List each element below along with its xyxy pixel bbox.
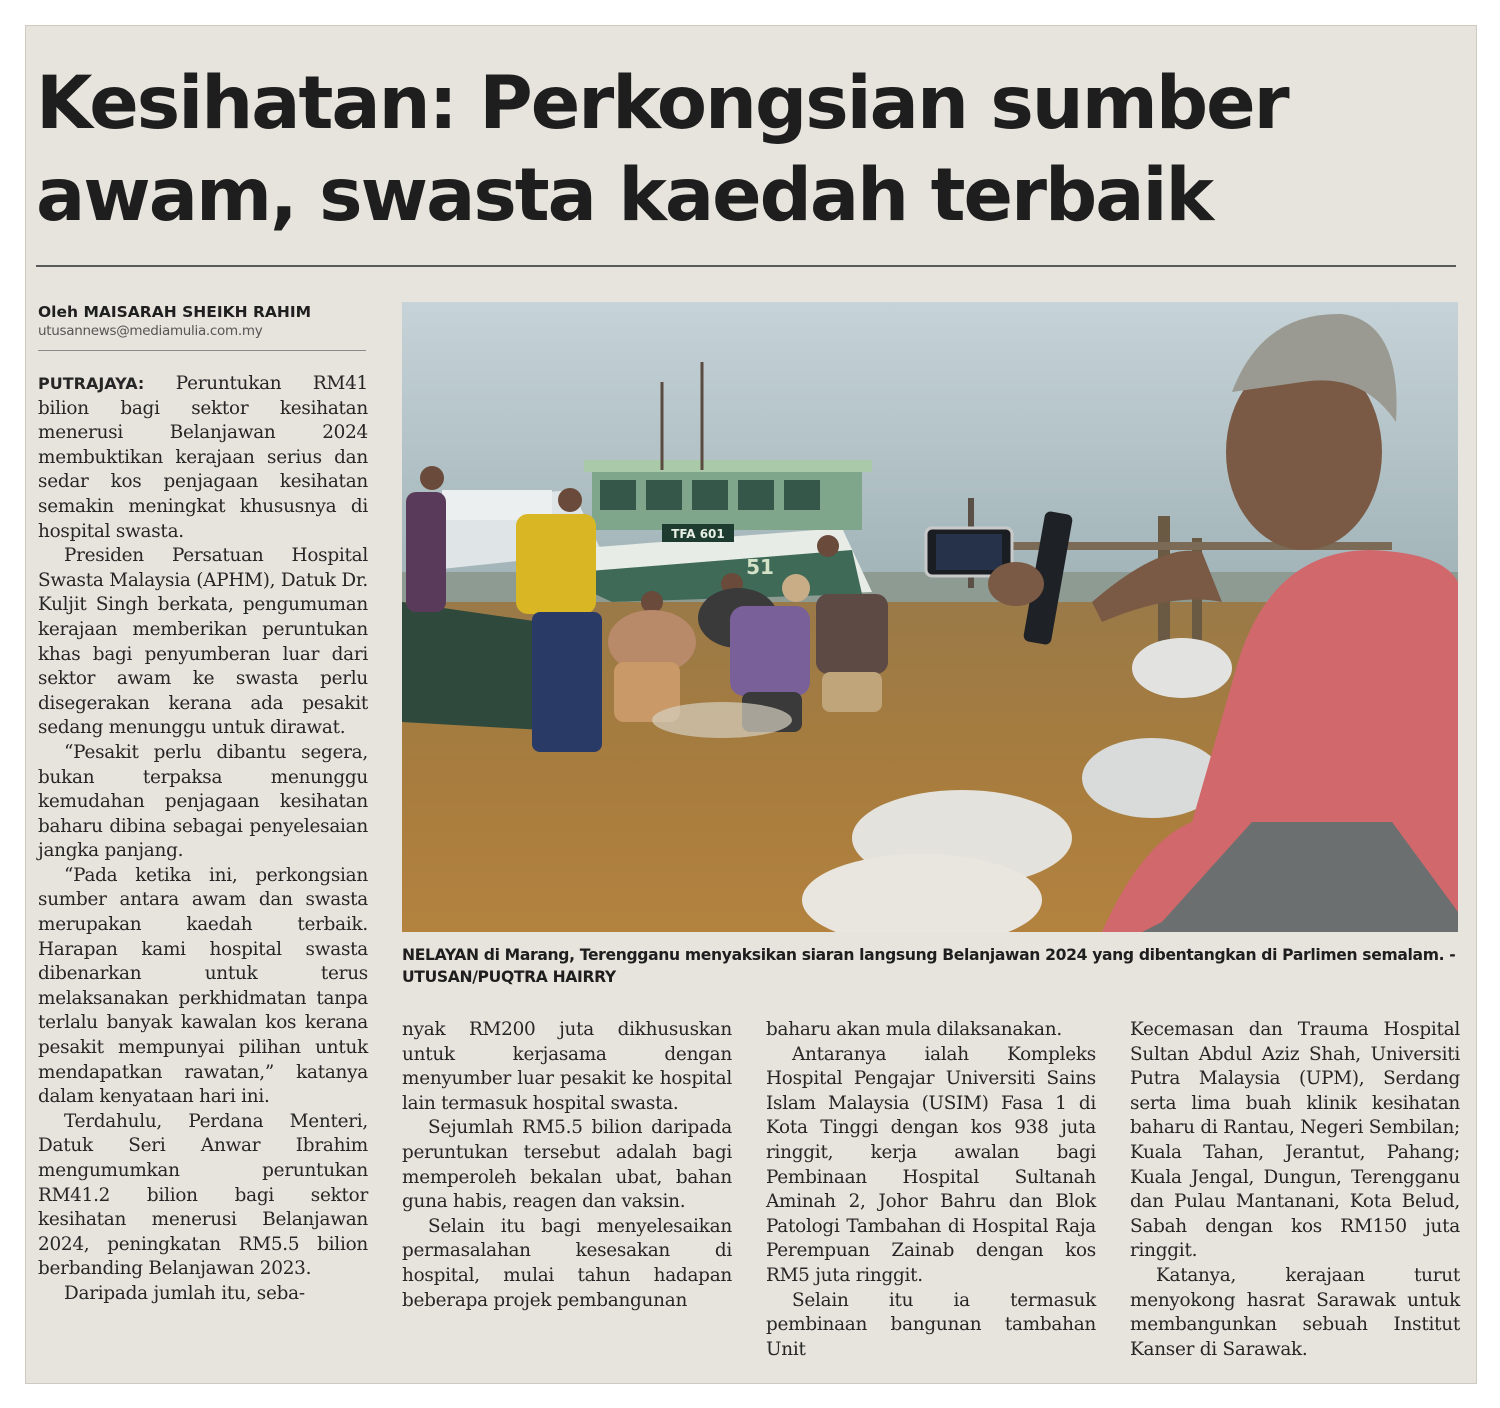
byline-email: utusannews@mediamulia.com.my <box>38 323 263 339</box>
caption-lead: NELAYAN <box>402 946 479 964</box>
news-photo <box>402 302 1458 932</box>
article-paragraph: baharu akan mula dilaksanakan. <box>766 1019 1062 1040</box>
byline <box>38 302 366 322</box>
article-column-3 <box>766 1018 1096 1362</box>
boat-number: 51 <box>746 555 774 579</box>
headline <box>36 58 1456 242</box>
article-paragraph: Selain itu bagi menyelesaikan permasalahan kesesakan di hospital, mulai tahun hadapan beberapa projek pembangunan <box>402 1215 732 1311</box>
headline-line-1: Kesihatan: Perkongsian sumber <box>36 61 1288 146</box>
article-paragraph: Presiden Persatuan Hospital Swasta Malaysia (APHM), Datuk Dr. Kuljit Singh berkata, pengumuman kerajaan memberikan peruntukan khas bagi penyumberan luar dari sektor awam ke swasta perlu disegerakan kerana ada pesakit sedang menunggu untuk dirawat. <box>38 545 368 739</box>
article-column-1 <box>38 372 368 1307</box>
photo-caption <box>402 944 1458 988</box>
dateline: PUTRAJAYA: <box>38 374 145 393</box>
article-paragraph: “Pada ketika ini, perkongsian sumber antara awam dan swasta merupakan kaedah terbaik. Harapan kami hospital swasta dibenarkan untuk terus melaksanakan perkhidmatan tanpa terlalu banyak kawalan kos kerana pesakit mempunyai pilihan untuk mendapatkan rawatan,” katanya dalam kenyataan hari ini. <box>38 864 368 1108</box>
article-column-4 <box>1130 1018 1460 1362</box>
headline-divider <box>36 265 1456 267</box>
article-paragraph: Sejumlah RM5.5 bilion daripada peruntukan tersebut adalah bagi memperoleh bekalan ubat, bahan guna habis, reagen dan vaksin. <box>402 1117 732 1213</box>
article-paragraph: nyak RM200 juta dikhususkan untuk kerjasama dengan menyumber luar pesakit ke hospital lain termasuk hospital swasta. <box>402 1019 732 1114</box>
caption-text: di Marang, Terengganu menyaksikan siaran langsung Belanjawan 2024 yang dibentangkan di Parlimen semalam. - UTUSAN/PUQTRA HAIRRY <box>402 946 1456 986</box>
byline-block <box>38 302 366 340</box>
article-paragraph: Selain itu ia termasuk pembinaan bangunan tambahan Unit <box>766 1289 1096 1360</box>
article-paragraph: “Pesakit perlu dibantu segera, bukan terpaksa menunggu kemudahan penjagaan kesihatan baharu dibina sebagai penyelesaian jangka panjang. <box>38 741 368 862</box>
boat-registration: TFA 601 <box>671 527 725 541</box>
article-paragraph: Kecemasan dan Trauma Hospital Sultan Abdul Aziz Shah, Universiti Putra Malaysia (UPM), Serdang serta lima buah klinik kesihatan baharu di Rantau, Negeri Sembilan; Kuala Tahan, Jerantut, Pahang; Kuala Jengal, Dungun, Terengganu dan Pulau Mantanani, Kota Belud, Sabah dengan kos RM150 juta ringgit. <box>1130 1019 1460 1262</box>
article-paragraph: PUTRAJAYA: Peruntukan RM41 bilion bagi sektor kesihatan menerusi Belanjawan 2024 membuktikan kerajaan serius dan sedar kos penjagaan kesihatan semakin meningkat khususnya di hospital swasta. <box>38 373 368 542</box>
headline-line-2: awam, swasta kaedah terbaik <box>36 153 1213 238</box>
article-paragraph: Terdahulu, Perdana Menteri, Datuk Seri Anwar Ibrahim mengumumkan peruntukan RM41.2 bilion bagi sektor kesihatan menerusi Belanjawan 2024, peningkatan RM5.5 bilion berbanding Belanjawan 2023. <box>38 1110 368 1280</box>
article-column-2 <box>402 1018 732 1313</box>
byline-divider <box>38 350 366 351</box>
byline-author: MAISARAH SHEIKH RAHIM <box>83 303 312 321</box>
byline-prefix: Oleh <box>38 303 79 321</box>
article-paragraph: Daripada jumlah itu, seba- <box>64 1282 305 1304</box>
article-paragraph: Katanya, kerajaan turut menyokong hasrat Sarawak untuk membangunkan sebuah Institut Kanser di Sarawak. <box>1130 1264 1460 1360</box>
article-paragraph: Antaranya ialah Kompleks Hospital Pengajar Universiti Sains Islam Malaysia (USIM) Fasa 1 di Kota Tinggi dengan kos 938 juta ringgit, kerja awalan bagi Pembinaan Hospital Sultanah Aminah 2, Johor Bahru dan Blok Patologi Tambahan di Hospital Raja Perempuan Zainab dengan kos RM5 juta ringgit. <box>766 1043 1096 1286</box>
